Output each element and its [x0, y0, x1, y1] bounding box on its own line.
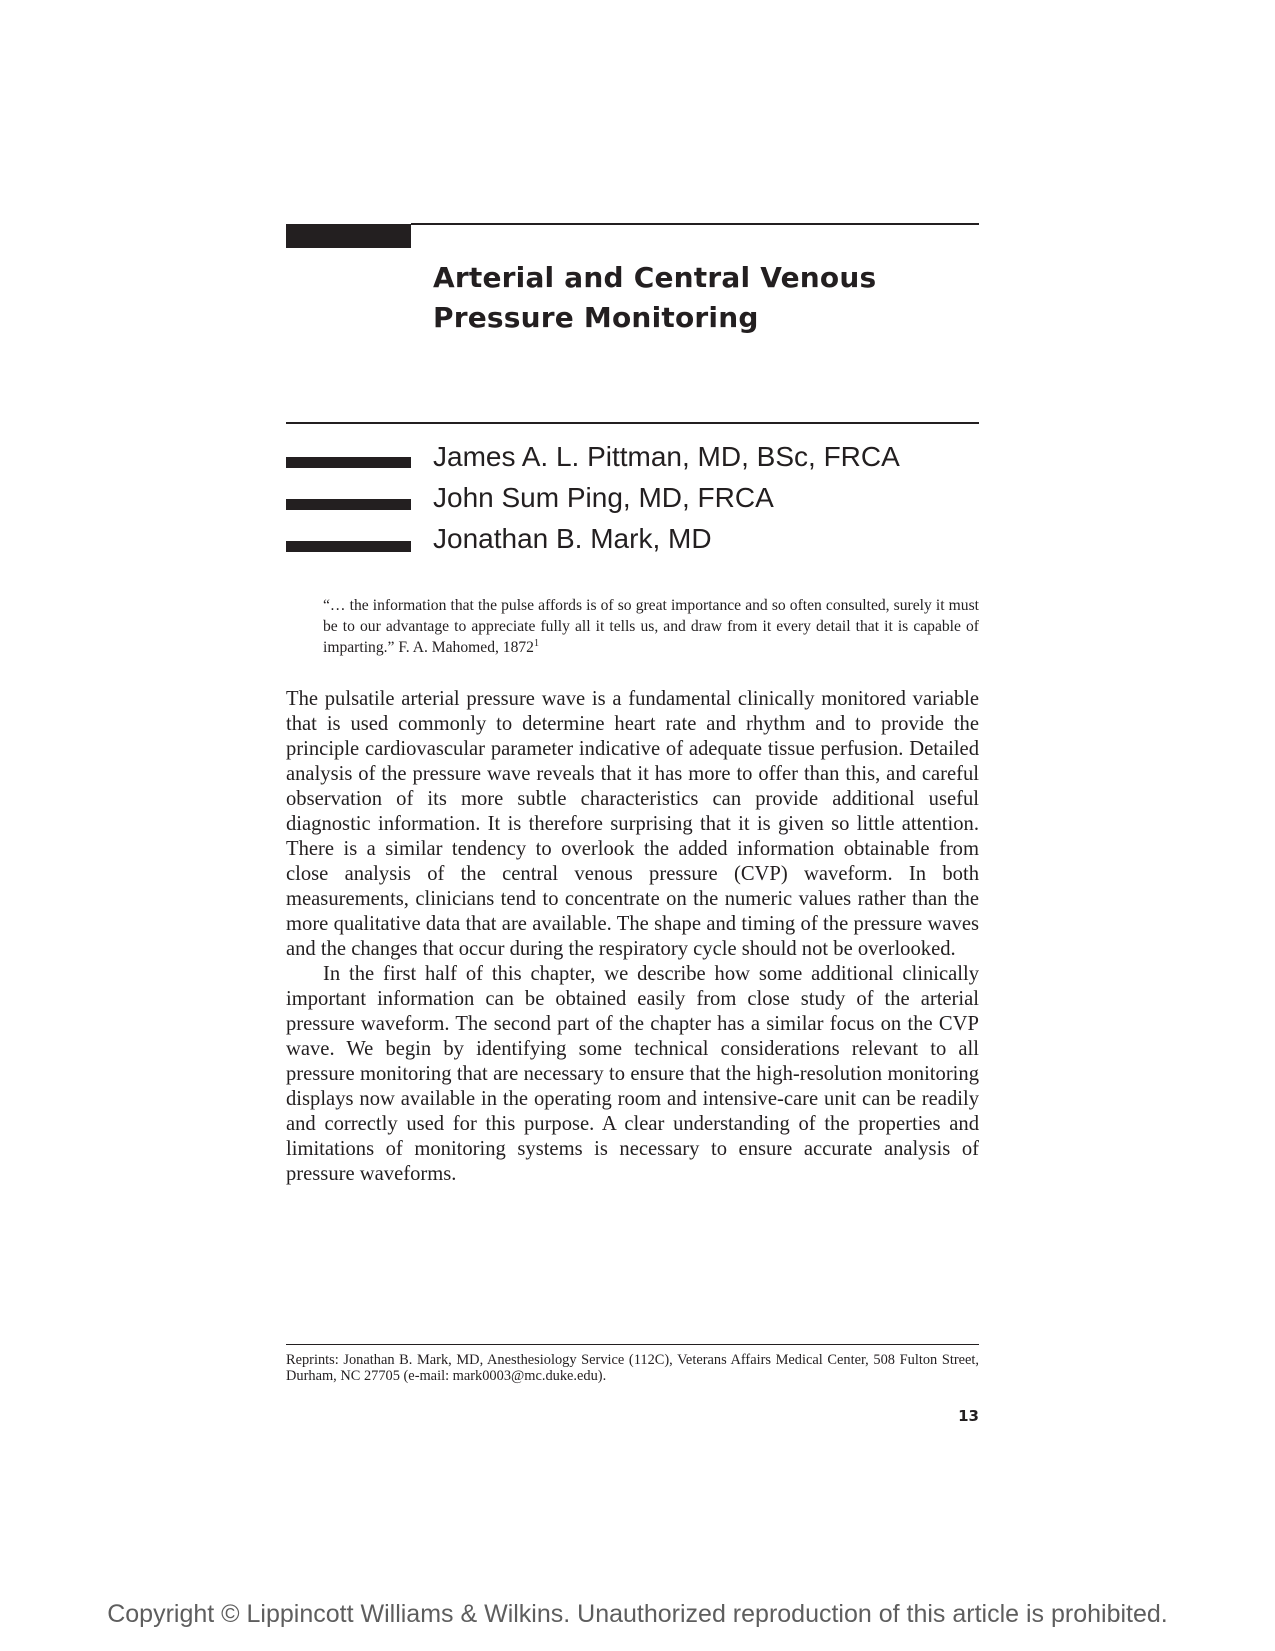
body-text [286, 687, 979, 1187]
epigraph [323, 595, 979, 658]
header-block [286, 224, 411, 248]
epigraph-text: “… the information that the pulse affords is of so great importance and so often consulted, surely it must be to our advantage to appreciate fully all it tells us, and draw from it every detail that it is capable of imparting.” F. A. Mahomed, 1872 [323, 597, 979, 656]
chapter-title-line: Arterial and Central Venous [433, 261, 877, 294]
body-paragraph: In the first half of this chapter, we describe how some additional clinically important information can be obtained easily from close study of the arterial pressure waveform. The second part of the chapter has a similar focus on the CVP wave. We begin by identifying some technical considerations relevant to all pressure monitoring that are necessary to ensure that the high-resolution monitoring displays now available in the operating room and intensive-care unit can be readily and correctly used for this purpose. A clear understanding of the properties and limitations of monitoring systems is necessary to ensure accurate analysis of pressure waveforms. [286, 963, 979, 1185]
author-list [433, 436, 900, 559]
author-bar [286, 457, 411, 468]
author-bar [286, 499, 411, 510]
footnote-rule [286, 1344, 979, 1345]
footnote: Reprints: Jonathan B. Mark, MD, Anesthesiology Service (112C), Veterans Affairs Medical Center, 508 Fulton Street, Durham, NC 27705 (e-mail: mark0003@mc.duke.edu). [286, 1352, 979, 1384]
chapter-title [433, 258, 993, 338]
author-name: James A. L. Pittman, MD, BSc, FRCA [433, 441, 900, 472]
author-bar [286, 541, 411, 552]
copyright-notice: Copyright © Lippincott Williams & Wilkins. Unauthorized reproduction of this article is prohibited. [107, 1600, 1168, 1628]
body-paragraph: The pulsatile arterial pressure wave is a fundamental clinically monitored variable that is used commonly to determine heart rate and rhythm and to provide the principle cardiovascular parameter indicative of adequate tissue perfusion. Detailed analysis of the pressure wave reveals that it has more to offer than this, and careful observation of its more subtle characteristics can provide additional useful diagnostic information. It is therefore surprising that it is given so little attention. There is a similar tendency to overlook the added information obtainable from close analysis of the central venous pressure (CVP) waveform. In both measurements, clinicians tend to concentrate on the numeric values rather than the more qualitative data that are available. The shape and timing of the pressure waves and the changes that occur during the respiratory cycle should not be overlooked. [286, 688, 979, 960]
author-name: Jonathan B. Mark, MD [433, 523, 712, 554]
author-name: John Sum Ping, MD, FRCA [433, 482, 774, 513]
epigraph-reference: 1 [533, 637, 539, 649]
chapter-title-line: Pressure Monitoring [433, 301, 759, 334]
page-number: 13 [958, 1407, 979, 1425]
header-rule [411, 223, 979, 225]
author-rule [286, 422, 979, 424]
